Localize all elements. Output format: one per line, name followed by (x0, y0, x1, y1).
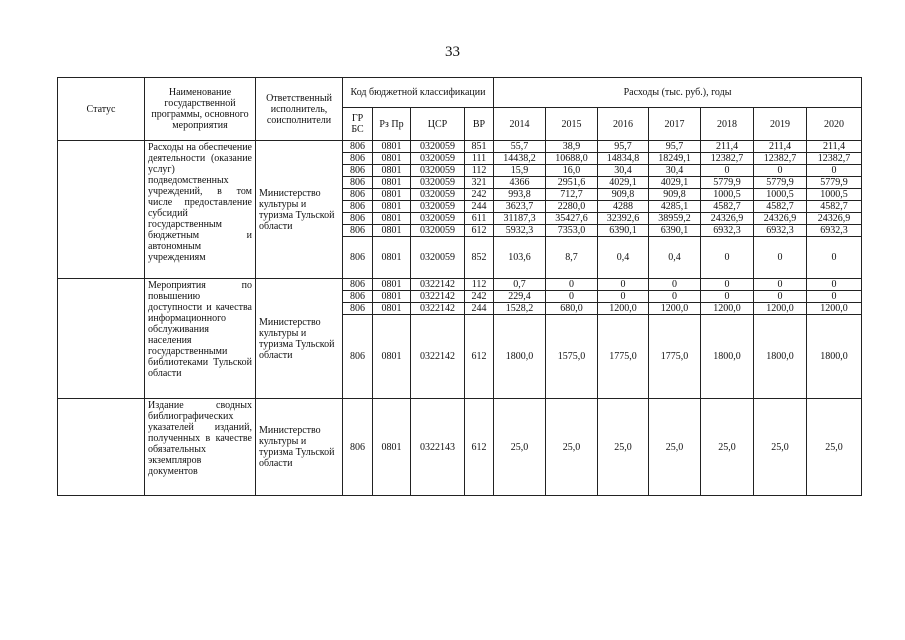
csr-cell: 0322143 (411, 399, 465, 496)
expense-value: 909,8 (649, 189, 701, 201)
csr-header: ЦСР (411, 108, 465, 141)
status-cell (58, 399, 145, 496)
grbs-cell: 806 (343, 189, 373, 201)
csr-cell: 0320059 (411, 177, 465, 189)
expense-value: 0 (754, 279, 807, 291)
expense-value: 1575,0 (546, 315, 598, 399)
expense-value: 0 (598, 291, 649, 303)
expense-value: 1775,0 (649, 315, 701, 399)
expense-value: 12382,7 (807, 153, 862, 165)
vr-cell: 612 (465, 225, 494, 237)
expense-value: 25,0 (546, 399, 598, 496)
expense-value: 2280,0 (546, 201, 598, 213)
expense-value: 5779,9 (807, 177, 862, 189)
grbs-cell: 806 (343, 237, 373, 279)
activity-name: Издание сводных библиографических указателей изданий, полученных в качестве обязательных экземпляров документов (145, 399, 256, 496)
expense-value: 6390,1 (649, 225, 701, 237)
grbs-cell: 806 (343, 213, 373, 225)
expense-value: 0 (701, 237, 754, 279)
rzpr-cell: 0801 (373, 303, 411, 315)
expense-value: 0,4 (598, 237, 649, 279)
vr-header: ВР (465, 108, 494, 141)
grbs-cell: 806 (343, 303, 373, 315)
rzpr-cell: 0801 (373, 279, 411, 291)
expense-value: 1800,0 (807, 315, 862, 399)
expense-value: 1200,0 (701, 303, 754, 315)
rzpr-cell: 0801 (373, 225, 411, 237)
expense-value: 30,4 (649, 165, 701, 177)
expense-value: 1000,5 (807, 189, 862, 201)
csr-cell: 0320059 (411, 189, 465, 201)
expense-value: 103,6 (494, 237, 546, 279)
grbs-cell: 806 (343, 291, 373, 303)
expense-value: 24326,9 (701, 213, 754, 225)
rzpr-header: Рз Пр (373, 108, 411, 141)
table-body (58, 141, 862, 496)
status-cell (58, 279, 145, 399)
grbs-cell: 806 (343, 201, 373, 213)
name-header: Наименование государственной программы, основного мероприятия (145, 78, 256, 141)
expense-value: 1200,0 (598, 303, 649, 315)
status-header: Статус (58, 78, 145, 141)
vr-cell: 112 (465, 279, 494, 291)
expense-value: 6932,3 (754, 225, 807, 237)
csr-cell: 0320059 (411, 237, 465, 279)
expense-value: 14834,8 (598, 153, 649, 165)
expense-value: 993,8 (494, 189, 546, 201)
expense-value: 31187,3 (494, 213, 546, 225)
grbs-header: ГР БС (343, 108, 373, 141)
expense-value: 4285,1 (649, 201, 701, 213)
expense-value: 24326,9 (807, 213, 862, 225)
vr-cell: 242 (465, 291, 494, 303)
rzpr-cell: 0801 (373, 213, 411, 225)
expense-value: 15,9 (494, 165, 546, 177)
activity-name: Мероприятия по повышению доступности и качества информационного обслуживания населения государственными библиотеками Тульской области (145, 279, 256, 399)
expense-value: 2951,6 (546, 177, 598, 189)
rzpr-cell: 0801 (373, 291, 411, 303)
grbs-cell: 806 (343, 177, 373, 189)
csr-cell: 0320059 (411, 141, 465, 153)
executor-cell: Министерство культуры и туризма Тульской области (256, 399, 343, 496)
expense-value: 0 (701, 279, 754, 291)
expense-value: 229,4 (494, 291, 546, 303)
rzpr-cell: 0801 (373, 153, 411, 165)
rzpr-cell: 0801 (373, 165, 411, 177)
expense-value: 55,7 (494, 141, 546, 153)
rzpr-cell: 0801 (373, 201, 411, 213)
expense-value: 16,0 (546, 165, 598, 177)
expense-value: 3623,7 (494, 201, 546, 213)
year-header: 2017 (649, 108, 701, 141)
expense-value: 5932,3 (494, 225, 546, 237)
grbs-cell: 806 (343, 141, 373, 153)
executor-header: Ответственный исполнитель, соисполнители (256, 78, 343, 141)
expense-value: 0 (649, 291, 701, 303)
vr-cell: 612 (465, 315, 494, 399)
page-number: 33 (445, 44, 460, 60)
expense-value: 6932,3 (701, 225, 754, 237)
expense-value: 5779,9 (754, 177, 807, 189)
expense-value: 18249,1 (649, 153, 701, 165)
grbs-cell: 806 (343, 399, 373, 496)
expense-value: 0 (701, 291, 754, 303)
grbs-cell: 806 (343, 315, 373, 399)
expense-value: 0,4 (649, 237, 701, 279)
expense-value: 1800,0 (754, 315, 807, 399)
csr-cell: 0320059 (411, 165, 465, 177)
rzpr-cell: 0801 (373, 237, 411, 279)
expense-value: 4582,7 (807, 201, 862, 213)
expense-value: 0 (754, 165, 807, 177)
expenses-header: Расходы (тыс. руб.), годы (494, 78, 862, 108)
expense-value: 4582,7 (701, 201, 754, 213)
code-header: Код бюджетной классификации (343, 78, 494, 108)
expense-value: 0 (701, 165, 754, 177)
expense-value: 5779,9 (701, 177, 754, 189)
expense-value: 0 (754, 237, 807, 279)
expense-value: 680,0 (546, 303, 598, 315)
expense-value: 0 (807, 165, 862, 177)
expense-value: 1000,5 (701, 189, 754, 201)
vr-cell: 111 (465, 153, 494, 165)
vr-cell: 112 (465, 165, 494, 177)
vr-cell: 244 (465, 201, 494, 213)
expense-value: 4029,1 (598, 177, 649, 189)
expense-value: 95,7 (598, 141, 649, 153)
csr-cell: 0322142 (411, 315, 465, 399)
grbs-cell: 806 (343, 279, 373, 291)
expense-value: 7353,0 (546, 225, 598, 237)
year-header: 2014 (494, 108, 546, 141)
expense-value: 211,4 (701, 141, 754, 153)
status-cell (58, 141, 145, 279)
expense-value: 32392,6 (598, 213, 649, 225)
rzpr-cell: 0801 (373, 177, 411, 189)
expense-value: 25,0 (807, 399, 862, 496)
expense-value: 6390,1 (598, 225, 649, 237)
expense-value: 909,8 (598, 189, 649, 201)
vr-cell: 851 (465, 141, 494, 153)
expense-value: 0 (807, 279, 862, 291)
table-row (58, 399, 862, 496)
expense-value: 1200,0 (754, 303, 807, 315)
executor-cell: Министерство культуры и туризма Тульской области (256, 141, 343, 279)
expense-value: 0 (754, 291, 807, 303)
rzpr-cell: 0801 (373, 189, 411, 201)
expense-value: 1200,0 (649, 303, 701, 315)
csr-cell: 0322142 (411, 303, 465, 315)
expense-value: 24326,9 (754, 213, 807, 225)
expense-value: 211,4 (807, 141, 862, 153)
csr-cell: 0320059 (411, 201, 465, 213)
expense-value: 1775,0 (598, 315, 649, 399)
expense-value: 0 (807, 291, 862, 303)
expense-value: 25,0 (598, 399, 649, 496)
csr-cell: 0322142 (411, 291, 465, 303)
expense-value: 0 (649, 279, 701, 291)
expense-value: 14438,2 (494, 153, 546, 165)
expense-value: 0 (546, 291, 598, 303)
expense-value: 1000,5 (754, 189, 807, 201)
table-row (58, 141, 862, 153)
expense-value: 0 (546, 279, 598, 291)
expense-value: 1528,2 (494, 303, 546, 315)
table-row (58, 279, 862, 291)
year-header: 2020 (807, 108, 862, 141)
rzpr-cell: 0801 (373, 141, 411, 153)
expense-value: 8,7 (546, 237, 598, 279)
expense-value: 25,0 (649, 399, 701, 496)
expense-value: 1800,0 (701, 315, 754, 399)
csr-cell: 0322142 (411, 279, 465, 291)
vr-cell: 852 (465, 237, 494, 279)
expense-value: 4582,7 (754, 201, 807, 213)
expense-value: 4288 (598, 201, 649, 213)
expense-value: 38959,2 (649, 213, 701, 225)
csr-cell: 0320059 (411, 225, 465, 237)
expense-value: 712,7 (546, 189, 598, 201)
csr-cell: 0320059 (411, 153, 465, 165)
vr-cell: 321 (465, 177, 494, 189)
rzpr-cell: 0801 (373, 399, 411, 496)
expense-value: 30,4 (598, 165, 649, 177)
expense-value: 4366 (494, 177, 546, 189)
expense-value: 4029,1 (649, 177, 701, 189)
expense-value: 38,9 (546, 141, 598, 153)
expense-value: 12382,7 (701, 153, 754, 165)
expense-value: 0,7 (494, 279, 546, 291)
expense-value: 1800,0 (494, 315, 546, 399)
expense-value: 95,7 (649, 141, 701, 153)
executor-cell: Министерство культуры и туризма Тульской области (256, 279, 343, 399)
grbs-cell: 806 (343, 225, 373, 237)
grbs-cell: 806 (343, 165, 373, 177)
year-header: 2018 (701, 108, 754, 141)
expense-value: 10688,0 (546, 153, 598, 165)
expense-value: 25,0 (701, 399, 754, 496)
grbs-cell: 806 (343, 153, 373, 165)
expense-value: 35427,6 (546, 213, 598, 225)
budget-table (57, 77, 862, 496)
expense-value: 0 (598, 279, 649, 291)
vr-cell: 242 (465, 189, 494, 201)
expense-value: 0 (807, 237, 862, 279)
expense-value: 25,0 (494, 399, 546, 496)
vr-cell: 244 (465, 303, 494, 315)
expense-value: 211,4 (754, 141, 807, 153)
expense-value: 12382,7 (754, 153, 807, 165)
year-header: 2016 (598, 108, 649, 141)
vr-cell: 612 (465, 399, 494, 496)
expense-value: 6932,3 (807, 225, 862, 237)
csr-cell: 0320059 (411, 213, 465, 225)
expense-value: 1200,0 (807, 303, 862, 315)
expense-value: 25,0 (754, 399, 807, 496)
year-header: 2015 (546, 108, 598, 141)
activity-name: Расходы на обеспечение деятельности (оказание услуг) подведомственных учреждений, в том числе предоставление субсидий государственным бюджетным и автономным учреждениям (145, 141, 256, 279)
year-header: 2019 (754, 108, 807, 141)
rzpr-cell: 0801 (373, 315, 411, 399)
vr-cell: 611 (465, 213, 494, 225)
